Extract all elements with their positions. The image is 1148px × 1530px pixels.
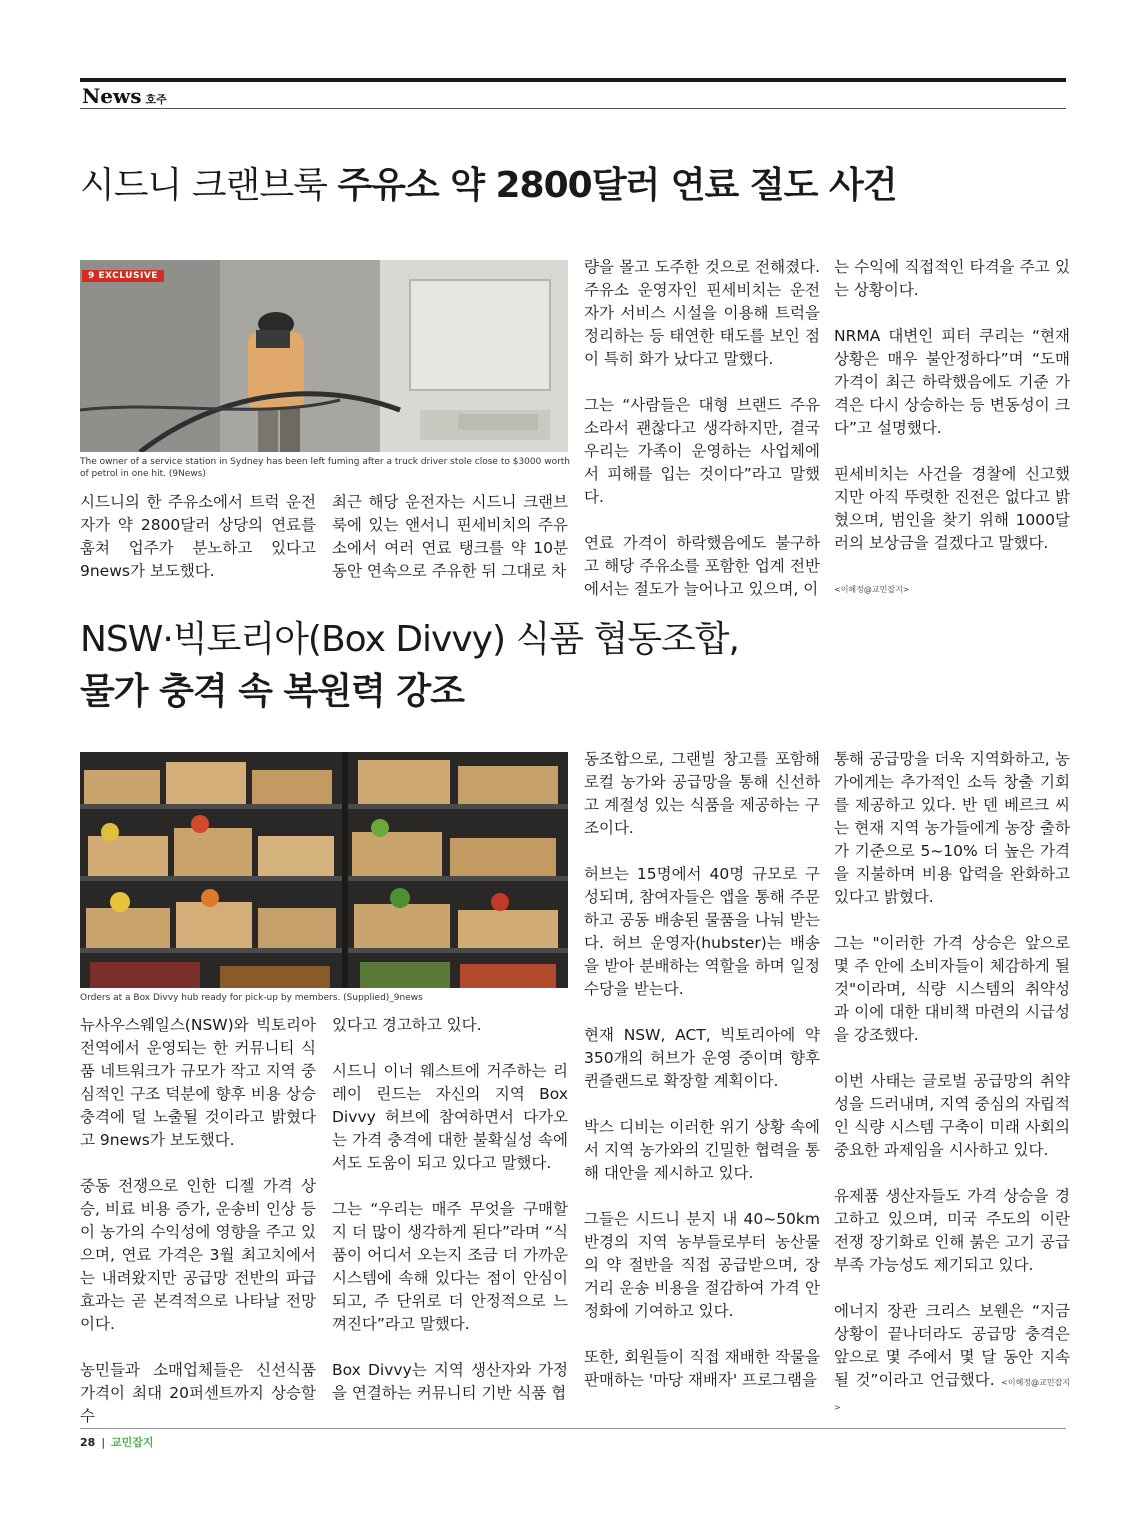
paragraph: 뉴사우스웨일스(NSW)와 빅토리아 전역에서 운영되는 한 커뮤니티 식품 네트워크가 규모가 작고 지역 중심적인 구조 덕분에 향후 비용 상승 충격에 덜 노출될 것이라고 밝혔다고 9news가 보도했다. [80, 1016, 316, 1149]
paragraph: 현재 NSW, ACT, 빅토리아에 약 350개의 허브가 운영 중이며 향후 퀸즐랜드로 확장할 계획이다. [584, 1026, 820, 1090]
paragraph-text: 에너지 장관 크리스 보웬은 “지금 상황이 끝나더라도 공급망 충격은 앞으로 몇 주에서 몇 달 동안 지속될 것”이라고 언급했다. [834, 1302, 1070, 1389]
article1-headline-bold: 주유소 약 2800달러 연료 절도 사건 [337, 165, 897, 206]
paragraph: 시드니 이너 웨스트에 거주하는 리레이 린드는 자신의 지역 Box Divvy 허브에 참여하면서 다가오는 가격 충격에 대한 불확실성 속에서도 도움이 되고 있다고 말했다. [332, 1062, 568, 1172]
article1-col1 [80, 491, 316, 583]
paragraph: 량을 몰고 도주한 것으로 전해졌다. 주유소 운영자인 핀세비치는 운전자가 서비스 시설을 이용해 트럭을 정리하는 등 태연한 태도를 보인 점이 특히 화가 났다고 말했다. [584, 258, 820, 368]
paragraph: 또한, 회원들이 직접 재배한 작물을 판매하는 '마당 재배자' 프로그램을 [584, 1348, 820, 1389]
article1-photo [80, 260, 568, 452]
paragraph: 그는 "이러한 가격 상승은 앞으로 몇 주 안에 소비자들이 체감하게 될 것"이라며, 식량 시스템의 취약성과 이에 대한 대비책 마련의 시급성을 강조했다. [834, 934, 1070, 1044]
paragraph: 농민들과 소매업체들은 신선식품 가격이 최대 20퍼센트까지 상승할 수 [80, 1361, 316, 1425]
paragraph: 핀세비치는 사건을 경찰에 신고했지만 아직 뚜렷한 진전은 없다고 밝혔으며, 범인을 찾기 위해 1000달러의 보상금을 걸겠다고 말했다. [834, 465, 1070, 552]
paragraph: 시드니의 한 주유소에서 트럭 운전자가 약 2800달러 상당의 연료를 훔쳐 업주가 분노하고 있다고 9news가 보도했다. [80, 493, 316, 580]
top-rule [80, 78, 1066, 82]
article2-caption: Orders at a Box Divvy hub ready for pick-up by members. (Supplied)_9news [80, 993, 423, 1003]
section-rule [80, 108, 1066, 109]
article2-photo [80, 752, 568, 988]
article1-headline [80, 160, 897, 212]
section-name: News [82, 84, 142, 108]
article2-col2 [332, 1014, 568, 1405]
paragraph: 통해 공급망을 더욱 지역화하고, 농가에게는 추가적인 소득 창출 기회를 제공하고 있다. 반 덴 베르크 씨는 현재 지역 농가들에게 농장 출하가 기준으로 5~10% 더 높은 가격을 지불하며 비용 압력을 완화하고 있다고 밝혔다. [834, 750, 1070, 906]
paragraph: 동조합으로, 그랜빌 창고를 포함해 로컬 농가와 공급망을 통해 신선하고 계절성 있는 식품을 제공하는 구조이다. [584, 750, 820, 837]
article1-headline-light: 시드니 크랜브룩 [80, 165, 338, 206]
paragraph: 박스 디비는 이러한 위기 상황 속에서 지역 농가와의 긴밀한 협력을 통해 대안을 제시하고 있다. [584, 1118, 820, 1182]
paragraph: 최근 해당 운전자는 시드니 크랜브룩에 있는 앤서니 핀세비치의 주유소에서 여러 연료 탱크를 약 10분 동안 연속으로 주유한 뒤 그대로 차 [332, 493, 568, 580]
fuel-station-photo-illustration [80, 260, 568, 452]
article1-col4 [834, 256, 1070, 601]
article2-headline-line2: 물가 충격 속 복원력 강조 [80, 671, 464, 712]
magazine-logo: 교민잡지 [111, 1436, 154, 1449]
paragraph: 그는 “우리는 매주 무엇을 구매할지 더 많이 생각하게 된다”라며 “식품이 어디서 오는지 조금 더 가까운 시스템에 속해 있다는 점이 안심이 되고, 주 단위로 더 안정적으로 느껴진다”라고 말했다. [332, 1200, 568, 1333]
article1-caption: The owner of a service station in Sydney has been left fuming after a truck driver stole close to $3000 worth of petrol in one hit. (9News) [80, 457, 571, 479]
article1-col2 [332, 491, 568, 583]
article2-col4 [834, 748, 1070, 1419]
section-label [82, 84, 167, 108]
article1-credit: <이혜정@교민잡지> [834, 585, 910, 594]
page-footer [80, 1434, 154, 1450]
paragraph: 연료 가격이 하락했음에도 불구하고 해당 주유소를 포함한 업계 전반에서는 절도가 늘어나고 있으며, 이 [584, 534, 820, 598]
paragraph: 허브는 15명에서 40명 규모로 구성되며, 참여자들은 앱을 통해 주문하고 공동 배송된 물품을 나눠 받는다. 허브 운영자(hubster)는 배송을 받아 분배하는 역할을 하며 일정 수당을 받는다. [584, 865, 820, 998]
article2-headline-line1: NSW·빅토리아(Box Divvy) 식품 협동조합, [80, 619, 740, 660]
food-boxes-photo-illustration [80, 752, 568, 988]
article2-col1 [80, 1014, 316, 1428]
article2-col3 [584, 748, 820, 1392]
page-number: 28 [80, 1436, 96, 1449]
footer-rule [80, 1428, 1066, 1429]
paragraph [834, 1300, 1070, 1419]
exclusive-badge [82, 270, 164, 282]
paragraph: 이번 사태는 글로벌 공급망의 취약성을 드러내며, 지역 중심의 자립적인 식량 시스템 구축이 미래 사회의 중요한 과제임을 시사하고 있다. [834, 1072, 1070, 1159]
footer-separator: | [101, 1436, 106, 1449]
paragraph: 있다고 경고하고 있다. [332, 1016, 482, 1034]
section-region: 호주 [145, 93, 167, 106]
paragraph: Box Divvy는 지역 생산자와 가정을 연결하는 커뮤니티 기반 식품 협 [332, 1361, 568, 1402]
paragraph: 중동 전쟁으로 인한 디젤 가격 상승, 비료 비용 증가, 운송비 인상 등이 농가의 수익성에 영향을 주고 있으며, 연료 가격은 3월 최고치에서는 내려왔지만 공급망 전반의 파급효과는 곧 본격적으로 나타날 전망이다. [80, 1177, 316, 1333]
paragraph: 그들은 시드니 분지 내 40~50km 반경의 지역 농부들로부터 농산물의 약 절반을 직접 공급받으며, 장거리 운송 비용을 절감하여 가격 안정화에 기여하고 있다. [584, 1210, 820, 1320]
paragraph: NRMA 대변인 피터 쿠리는 “현재 상황은 매우 불안정하다”며 “도매 가격이 최근 하락했음에도 기준 가격은 다시 상승하는 등 변동성이 크다”고 설명했다. [834, 327, 1070, 437]
paragraph: 그는 “사람들은 대형 브랜드 주유소라서 괜찮다고 생각하지만, 결국 우리는 가족이 운영하는 사업체에서 피해를 입는 것이다”라고 말했다. [584, 396, 820, 506]
article2-headline [80, 614, 739, 718]
paragraph: 는 수익에 직접적인 타격을 주고 있는 상황이다. [834, 258, 1070, 299]
exclusive-badge-text: 9 EXCLUSIVE [88, 271, 158, 281]
paragraph: 유제품 생산자들도 가격 상승을 경고하고 있으며, 미국 주도의 이란 전쟁 장기화로 인해 붉은 고기 공급 부족 가능성도 제기되고 있다. [834, 1187, 1070, 1274]
article2-credit: <이혜정@교민잡지> [834, 1378, 1070, 1412]
article1-col3 [584, 256, 820, 601]
